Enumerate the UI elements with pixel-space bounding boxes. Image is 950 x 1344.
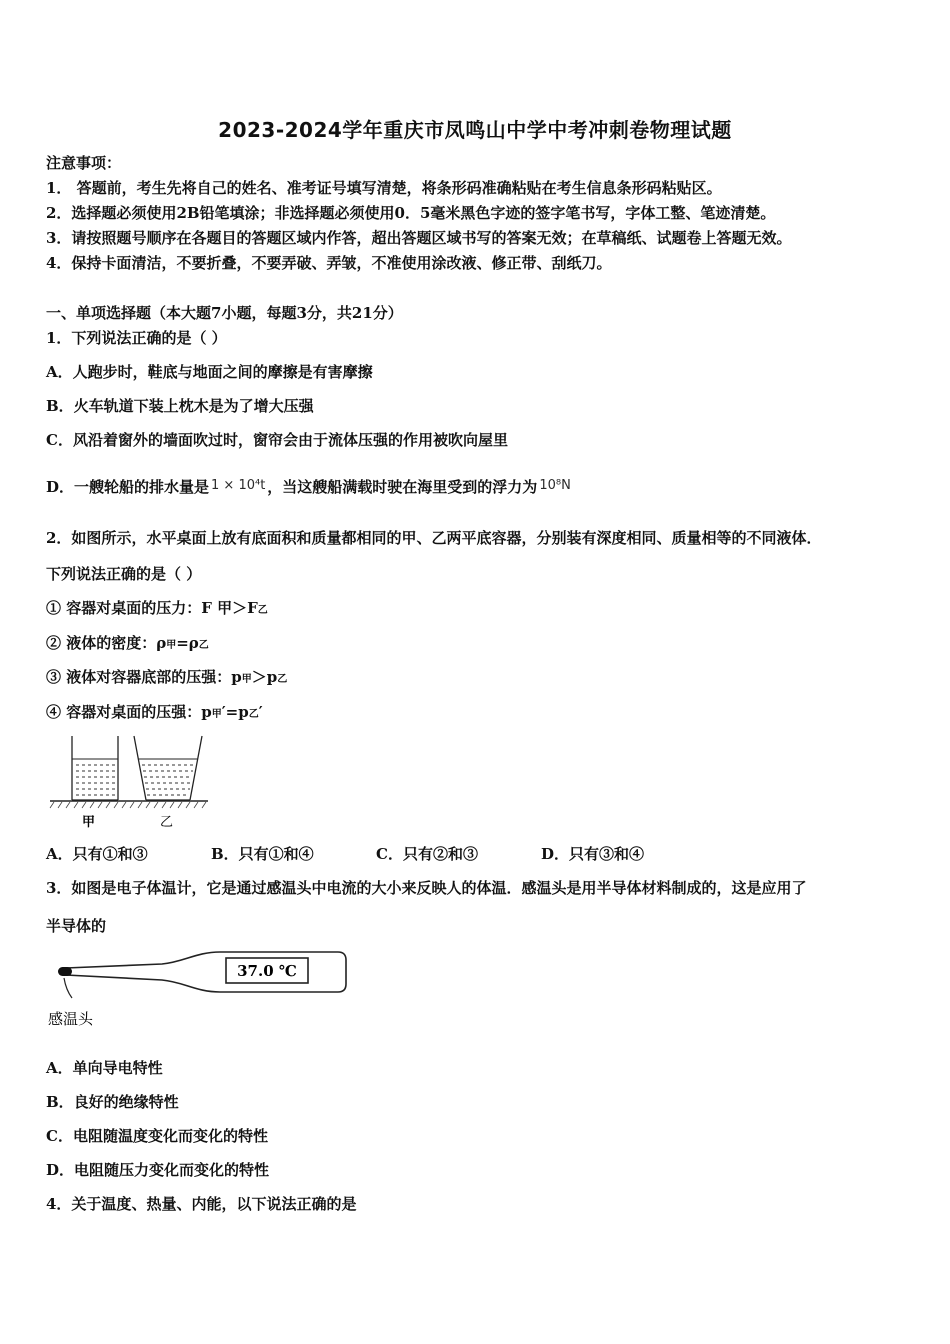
q2-statement-4-mid: ′=p — [221, 703, 249, 721]
q2-containers-figure — [46, 732, 216, 832]
section-heading: 一、单项选择题（本大题7小题，每题3分，共21分） — [46, 304, 403, 322]
table-surface — [50, 801, 208, 808]
notice-item-3: 3．请按照题号顺序在各题目的答题区域内作答，超出答题区域书写的答案无效；在草稿纸、试题卷上答题无效。 — [46, 229, 792, 247]
q2-statement-3-sub2: 乙 — [277, 674, 288, 685]
q2-stem-line1: 2．如图所示，水平桌面上放有底面积和质量都相同的甲、乙两平底容器，分别装有深度相同、质量相等的不同液体． — [46, 529, 822, 547]
q1-option-c: C．风沿着窗外的墙面吹过时，窗帘会由于流体压强的作用被吹向屋里 — [46, 431, 508, 449]
q2-statement-4-post: ′ — [258, 703, 263, 721]
q3-option-d: D．电阻随压力变化而变化的特性 — [46, 1161, 270, 1179]
notice-item-2: 2．选择题必须使用2B铅笔填涂；非选择题必须使用0．5毫米黑色字迹的签字笔书写，字体工整、笔迹清楚。 — [46, 204, 776, 222]
q2-statement-4-sub1: 甲 — [211, 709, 222, 720]
q1-option-a: A．人跑步时，鞋底与地面之间的摩擦是有害摩擦 — [46, 363, 373, 381]
q2-statement-3-mid: ＞p — [251, 668, 278, 686]
probe-label: 感温头 — [48, 1010, 94, 1028]
q2-option-a: A．只有①和③ — [46, 845, 148, 863]
q2-stem-line2: 下列说法正确的是（ ） — [46, 565, 202, 583]
thermometer-figure — [44, 946, 354, 1034]
q2-statement-2-sub1: 甲 — [166, 640, 177, 651]
q3-stem-line1: 3．如图是电子体温计，它是通过感温头中电流的大小来反映人的体温．感温头是用半导体材料制成的，这是应用了 — [46, 879, 807, 897]
temperature-reading: 37.0 ℃ — [237, 962, 297, 980]
q1-option-d — [46, 476, 573, 497]
q1-formula-buoyancy: 10⁸N — [539, 478, 571, 493]
q1-option-d-text2: ，当这艘船满载时驶在海里受到的浮力为 — [267, 478, 538, 496]
q1-stem: 1．下列说法正确的是（ ） — [46, 329, 227, 347]
label-yi: 乙 — [160, 815, 174, 830]
q3-option-a: A．单向导电特性 — [46, 1059, 163, 1077]
q1-option-b: B．火车轨道下装上枕木是为了增大压强 — [46, 397, 314, 415]
q3-option-c: C．电阻随温度变化而变化的特性 — [46, 1127, 268, 1145]
q2-statement-2-text: ② 液体的密度：ρ — [46, 634, 167, 652]
q2-statement-3 — [46, 666, 287, 687]
q2-statement-2-mid: =ρ — [176, 634, 199, 652]
q2-statement-4-sub2: 乙 — [248, 709, 259, 720]
q2-statement-4 — [46, 701, 263, 722]
q2-option-c: C．只有②和③ — [376, 845, 478, 863]
container-yi — [134, 736, 202, 800]
q2-statement-3-sub1: 甲 — [241, 674, 252, 685]
q2-options — [46, 843, 706, 864]
q2-statement-2-sub2: 乙 — [198, 640, 209, 651]
q2-statement-3-text: ③ 液体对容器底部的压强：p — [46, 668, 242, 686]
q2-statement-1 — [46, 597, 268, 618]
q2-option-b: B．只有①和④ — [211, 845, 314, 863]
page-title: 2023-2024学年重庆市凤鸣山中学中考冲刺卷物理试题 — [218, 118, 732, 142]
q2-statement-1-text: ① 容器对桌面的压力：F 甲＞F — [46, 599, 258, 617]
q2-statement-2 — [46, 632, 209, 653]
q3-option-b: B．良好的绝缘特性 — [46, 1093, 179, 1111]
container-jia — [72, 736, 118, 800]
q2-statement-4-text: ④ 容器对桌面的压强：p — [46, 703, 212, 721]
q2-option-d: D．只有③和④ — [541, 845, 645, 863]
notice-heading: 注意事项： — [46, 154, 122, 172]
q2-statement-1-sub: 乙 — [257, 605, 268, 616]
q4-stem: 4．关于温度、热量、内能，以下说法正确的是 — [46, 1195, 357, 1213]
q1-formula-displacement: 1 × 10⁴t — [211, 478, 266, 493]
q3-stem-line2: 半导体的 — [46, 917, 107, 935]
sensor-probe — [58, 967, 72, 976]
notice-item-1: 1． 答题前，考生先将自己的姓名、准考证号填写清楚，将条形码准确粘贴在考生信息条形码粘贴区。 — [46, 179, 722, 197]
probe-pointer-line — [64, 978, 72, 998]
q1-option-d-text1: D．一艘轮船的排水量是 — [46, 478, 210, 496]
label-jia: 甲 — [82, 815, 96, 830]
notice-item-4: 4．保持卡面清洁，不要折叠，不要弄破、弄皱，不准使用涂改液、修正带、刮纸刀。 — [46, 254, 612, 272]
